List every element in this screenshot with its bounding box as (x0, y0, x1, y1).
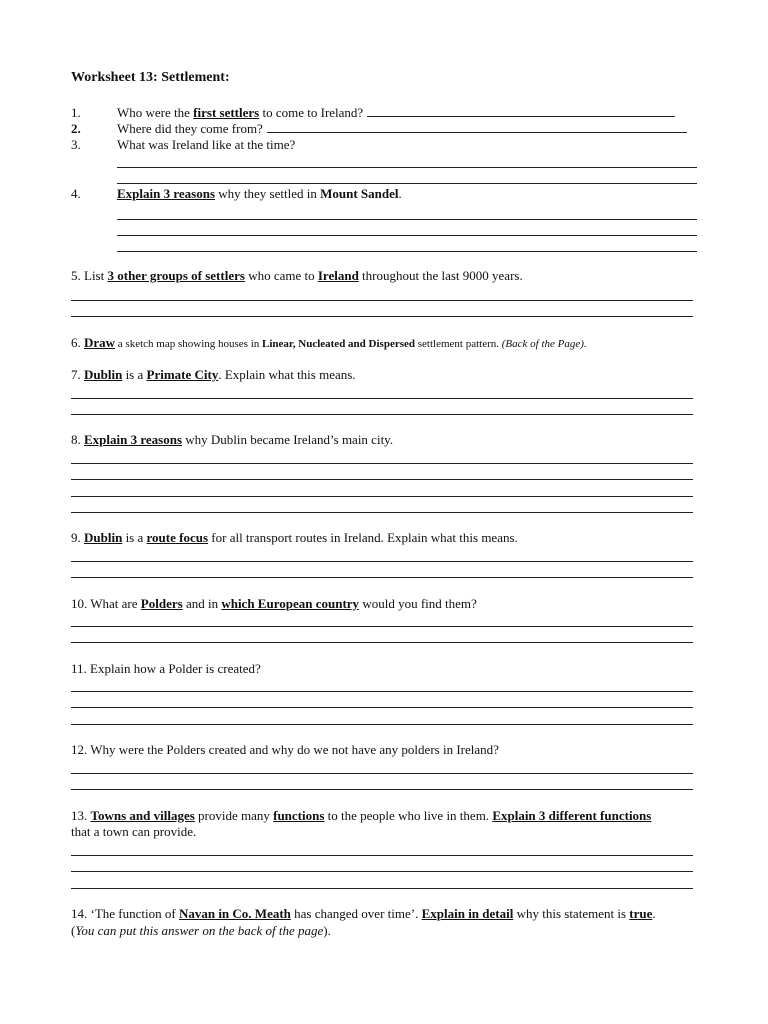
q1-keyword: first settlers (193, 105, 260, 120)
q14-keyword-true: true (629, 906, 653, 921)
question-8: 8. Explain 3 reasons why Dublin became Ireland’s main city. (71, 432, 394, 447)
q3-number: 3. (71, 137, 81, 152)
question-13-continued: that a town can provide. (71, 824, 197, 839)
worksheet-title: Worksheet 13: Settlement: (71, 70, 230, 85)
q14-keyword-navan: Navan in Co. Meath (178, 906, 291, 921)
q13-keyword-explain: Explain 3 different functions (492, 808, 652, 823)
question-11: 11. Explain how a Polder is created? (71, 661, 261, 676)
question-7: 7. Dublin is a Primate City. Explain what this means. (71, 367, 356, 382)
answer-line[interactable] (71, 871, 693, 872)
answer-line[interactable] (71, 398, 693, 399)
question-14-note: (You can put this answer on the back of the page). (71, 923, 331, 938)
question-6: 6. Draw a sketch map showing houses in Linear, Nucleated and Dispersed settlement pattern. (Back of the Page). (71, 335, 587, 350)
question-10: 10. What are Polders and in which European country would you find them? (71, 596, 477, 611)
answer-line[interactable] (71, 577, 693, 578)
q8-keyword: Explain 3 reasons (84, 432, 183, 447)
q5-place: Ireland (317, 268, 359, 283)
q4-number: 4. (71, 186, 81, 201)
q13-keyword-towns: Towns and villages (90, 808, 195, 823)
answer-line[interactable] (71, 479, 693, 480)
answer-line[interactable] (367, 105, 675, 117)
answer-line[interactable] (71, 463, 693, 464)
question-14: 14. ‘The function of Navan in Co. Meath has changed over time’. Explain in detail why this statement is true. (71, 906, 656, 921)
question-5: 5. List 3 other groups of settlers who came to Ireland throughout the last 9000 years. (71, 268, 523, 283)
q6-note: (Back of the Page). (501, 338, 587, 350)
answer-line[interactable] (117, 251, 697, 252)
q4-text: Explain 3 reasons why they settled in Mount Sandel. (117, 186, 402, 201)
q13-keyword-functions: functions (273, 808, 325, 823)
answer-line[interactable] (71, 691, 693, 692)
q9-keyword-route: route focus (146, 530, 209, 545)
q7-keyword-dublin: Dublin (84, 367, 123, 382)
q7-keyword-primate: Primate City (146, 367, 219, 382)
answer-line[interactable] (71, 773, 693, 774)
q5-keyword: 3 other groups of settlers (107, 268, 245, 283)
q1-number: 1. (71, 105, 81, 120)
q14-keyword-explain: Explain in detail (421, 906, 514, 921)
question-12: 12. Why were the Polders created and why do we not have any polders in Ireland? (71, 742, 499, 757)
q4-place: Mount Sandel (320, 186, 399, 201)
q2-text: Where did they come from? (117, 121, 687, 137)
answer-line[interactable] (71, 414, 693, 415)
answer-line[interactable] (71, 512, 693, 513)
q9-keyword-dublin: Dublin (84, 530, 123, 545)
answer-line[interactable] (71, 642, 693, 643)
answer-line[interactable] (117, 183, 697, 184)
q6-patterns: Linear, Nucleated and Dispersed (262, 338, 415, 350)
answer-line[interactable] (71, 724, 693, 725)
q6-keyword: Draw (84, 335, 116, 350)
q1-text: Who were the first settlers to come to Ireland? (117, 105, 675, 121)
answer-line[interactable] (71, 888, 693, 889)
question-9: 9. Dublin is a route focus for all transport routes in Ireland. Explain what this means. (71, 530, 518, 545)
answer-line[interactable] (71, 707, 693, 708)
answer-line[interactable] (71, 496, 693, 497)
q2-number: 2. (71, 121, 81, 136)
answer-line[interactable] (267, 121, 687, 133)
q10-keyword-country: which European country (221, 596, 360, 611)
answer-line[interactable] (71, 789, 693, 790)
q10-keyword-polders: Polders (140, 596, 183, 611)
question-13: 13. Towns and villages provide many functions to the people who live in them. Explain 3 different functions (71, 808, 652, 823)
answer-line[interactable] (71, 316, 693, 317)
answer-line[interactable] (117, 219, 697, 220)
answer-line[interactable] (117, 235, 697, 236)
answer-line[interactable] (71, 855, 693, 856)
answer-line[interactable] (71, 561, 693, 562)
q4-keyword: Explain 3 reasons (117, 186, 216, 201)
answer-line[interactable] (71, 626, 693, 627)
q3-text: What was Ireland like at the time? (117, 137, 296, 152)
answer-line[interactable] (71, 300, 693, 301)
answer-line[interactable] (117, 167, 697, 168)
